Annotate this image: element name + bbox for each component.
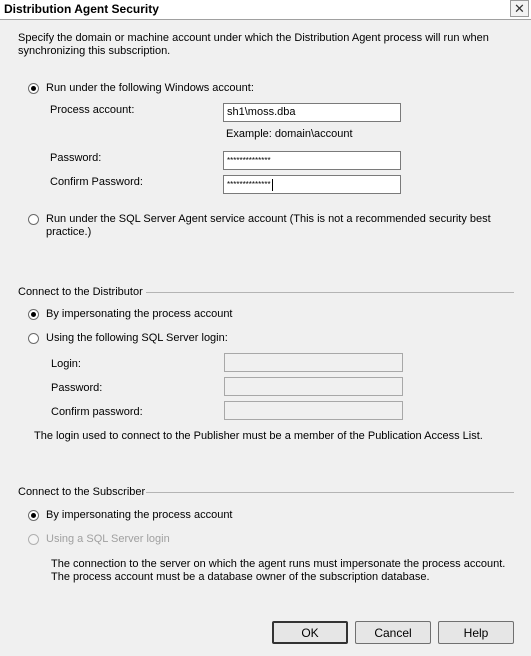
password-input[interactable]: ************** xyxy=(223,151,401,170)
help-button[interactable]: Help xyxy=(438,621,514,644)
subscriber-group-label: Connect to the Subscriber xyxy=(18,486,146,498)
distributor-divider xyxy=(146,292,514,293)
cancel-button[interactable]: Cancel xyxy=(355,621,431,644)
window-title: Distribution Agent Security xyxy=(4,2,159,16)
close-icon: ✕ xyxy=(514,0,525,16)
subscriber-note-line2: The process account must be a database owner of the subscription database. xyxy=(51,571,430,583)
distributor-confirm-input xyxy=(224,401,403,420)
distributor-login-label: Login: xyxy=(51,358,81,370)
subscriber-sql-login-label: Using a SQL Server login xyxy=(46,533,170,545)
subscriber-divider xyxy=(146,492,514,493)
distributor-password-label: Password: xyxy=(51,382,103,394)
process-account-label: Process account: xyxy=(50,104,135,116)
close-button[interactable] xyxy=(510,0,529,17)
intro-text: Specify the domain or machine account under which the Distribution Agent process will run when synchronizing this subscription. xyxy=(18,32,489,57)
confirm-password-label: Confirm Password: xyxy=(50,176,143,188)
distributor-login-input xyxy=(224,353,403,372)
distributor-impersonate-label: By impersonating the process account xyxy=(46,308,233,320)
sql-agent-account-label: Run under the SQL Server Agent service account (This is not a recommended security best practice.) xyxy=(46,213,491,238)
sql-agent-account-radio[interactable] xyxy=(28,214,39,225)
subscriber-sql-login-radio xyxy=(28,534,39,545)
windows-account-label: Run under the following Windows account: xyxy=(46,82,254,94)
distributor-sql-login-label: Using the following SQL Server login: xyxy=(46,332,228,344)
distributor-group-label: Connect to the Distributor xyxy=(18,286,143,298)
distributor-confirm-label: Confirm password: xyxy=(51,406,143,418)
subscriber-impersonate-radio[interactable] xyxy=(28,510,39,521)
distributor-sql-login-radio[interactable] xyxy=(28,333,39,344)
confirm-password-input[interactable] xyxy=(223,175,401,194)
text-cursor xyxy=(272,179,273,191)
windows-account-radio[interactable] xyxy=(28,83,39,94)
process-account-input[interactable]: sh1\moss.dba xyxy=(223,103,401,122)
subscriber-note-line1: The connection to the server on which the agent runs must impersonate the process account. xyxy=(51,558,506,570)
password-label: Password: xyxy=(50,152,102,164)
subscriber-impersonate-label: By impersonating the process account xyxy=(46,509,233,521)
example-text: Example: domain\account xyxy=(226,128,353,140)
distributor-password-input xyxy=(224,377,403,396)
confirm-password-value: ************** xyxy=(227,180,271,189)
distributor-impersonate-radio[interactable] xyxy=(28,309,39,320)
distributor-note: The login used to connect to the Publisher must be a member of the Publication Access List. xyxy=(34,430,483,442)
ok-button[interactable]: OK xyxy=(272,621,348,644)
